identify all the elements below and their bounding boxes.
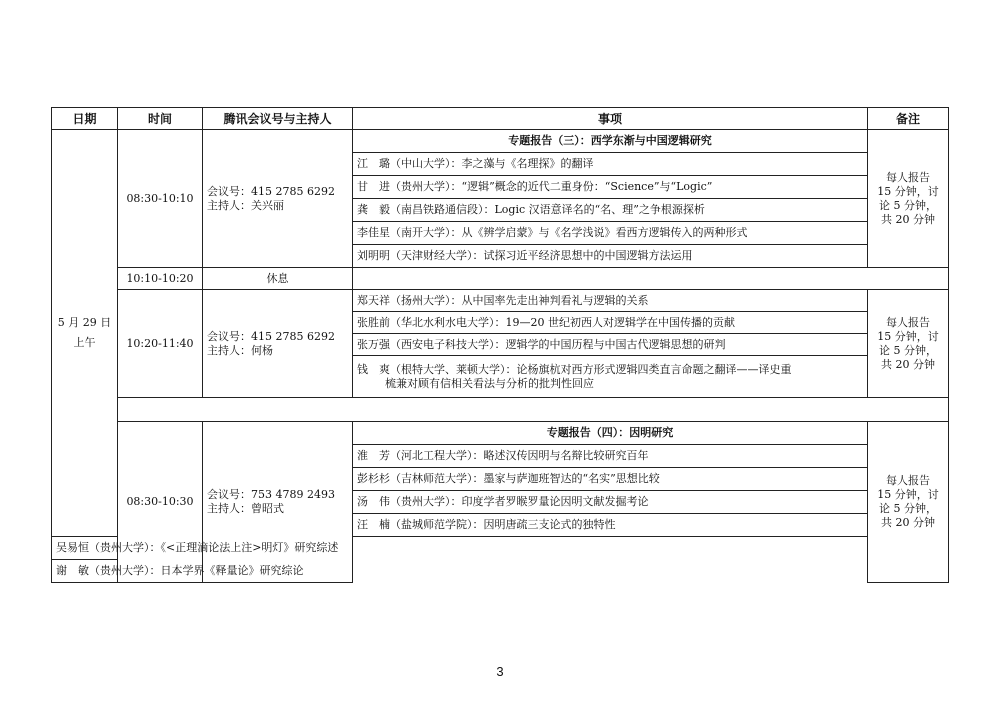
break-row — [52, 268, 949, 290]
block1-title: 专题报告（三）：西学东渐与中国逻辑研究 — [353, 130, 868, 153]
report-item-line1: 钱 爽（根特大学、莱顿大学）：论杨旗杭对西方形式逻辑四类直言命题之翻译——译史重 — [357, 362, 792, 376]
block3-meeting-id: 会议号：753 4789 2493 — [207, 488, 335, 501]
block2-meeting — [203, 290, 353, 398]
block3-title: 专题报告（四）：因明研究 — [353, 422, 868, 445]
block1-meeting-id: 会议号：415 2785 6292 — [207, 184, 335, 198]
report-item-multiline — [353, 356, 868, 398]
block3-time: 08:30-10:30 — [118, 422, 203, 583]
report-item: 刘明明（天津财经大学）：试探习近平经济思想中的中国逻辑方法运用 — [353, 245, 868, 268]
separator-cell — [118, 398, 949, 422]
break-empty — [353, 268, 949, 290]
block1-meeting — [203, 130, 353, 268]
page-number: 3 — [496, 664, 504, 679]
block1-note: 每人报告 15 分钟，讨 论 5 分钟， 共 20 分钟 — [868, 130, 949, 268]
header-item: 事项 — [353, 108, 868, 130]
block3-note: 每人报告 15 分钟，讨 论 5 分钟， 共 20 分钟 — [868, 422, 949, 583]
date-line1: 5 月 29 日 — [57, 316, 112, 329]
block2-time: 10:20-11:40 — [118, 290, 203, 398]
header-date: 日期 — [52, 108, 118, 130]
header-meeting: 腾讯会议号与主持人 — [203, 108, 353, 130]
header-time: 时间 — [118, 108, 203, 130]
report-item: 彭杉杉（吉林师范大学）：墨家与萨迦班智达的“名实”思想比较 — [353, 468, 868, 491]
report-item: 郑天祥（扬州大学）：从中国率先走出神判看礼与逻辑的关系 — [353, 290, 868, 312]
header-note: 备注 — [868, 108, 949, 130]
block1-host: 主持人：关兴丽 — [207, 198, 284, 212]
report-item: 龚 毅（南昌铁路通信段）：Logic 汉语意译名的“名、理”之争根源探析 — [353, 199, 868, 222]
block1-title-row — [52, 130, 949, 153]
report-item: 吴易恒（贵州大学）：《<正理滴论法上注>明灯》研究综述 — [52, 537, 118, 560]
report-item: 张万强（西安电子科技大学）：逻辑学的中国历程与中国古代逻辑思想的研判 — [353, 334, 868, 356]
break-label: 休息 — [203, 268, 353, 290]
block1-time: 08:30-10:10 — [118, 130, 203, 268]
block3-title-row — [52, 422, 949, 445]
schedule-table — [51, 107, 949, 583]
date-line2: 上午 — [73, 336, 96, 349]
block3-host: 主持人：曾昭式 — [207, 502, 284, 515]
block2-note: 每人报告 15 分钟，讨 论 5 分钟， 共 20 分钟 — [868, 290, 949, 398]
report-item: 汪 楠（盐城师范学院）：因明唐疏三支论式的独特性 — [353, 514, 868, 537]
report-item: 江 璐（中山大学）：李之藻与《名理探》的翻译 — [353, 153, 868, 176]
report-item: 汤 伟（贵州大学）：印度学者罗睺罗量论因明文献发掘考论 — [353, 491, 868, 514]
report-item: 张胜前（华北水利水电大学）：19—20 世纪初西人对逻辑学在中国传播的贡献 — [353, 312, 868, 334]
report-item: 甘 进（贵州大学）：“逻辑”概念的近代二重身份：“Science”与“Logic” — [353, 176, 868, 199]
date-cell — [52, 130, 118, 537]
table-row — [52, 290, 949, 312]
report-item-line2: 梳兼对顾有信相关看法与分析的批判性回应 — [385, 376, 594, 390]
header-row — [52, 108, 949, 130]
report-item: 李佳星（南开大学）：从《辨学启蒙》与《名学浅说》看西方逻辑传入的两种形式 — [353, 222, 868, 245]
block3-meeting — [203, 422, 353, 583]
break-time: 10:10-10:20 — [118, 268, 203, 290]
block2-host: 主持人：何杨 — [207, 343, 273, 357]
block2-meeting-id: 会议号：415 2785 6292 — [207, 329, 335, 343]
separator-row — [52, 398, 949, 422]
report-item: 谢 敏（贵州大学）：日本学界《释量论》研究综论 — [52, 560, 118, 583]
report-item: 淮 芳（河北工程大学）：略述汉传因明与名辩比较研究百年 — [353, 445, 868, 468]
